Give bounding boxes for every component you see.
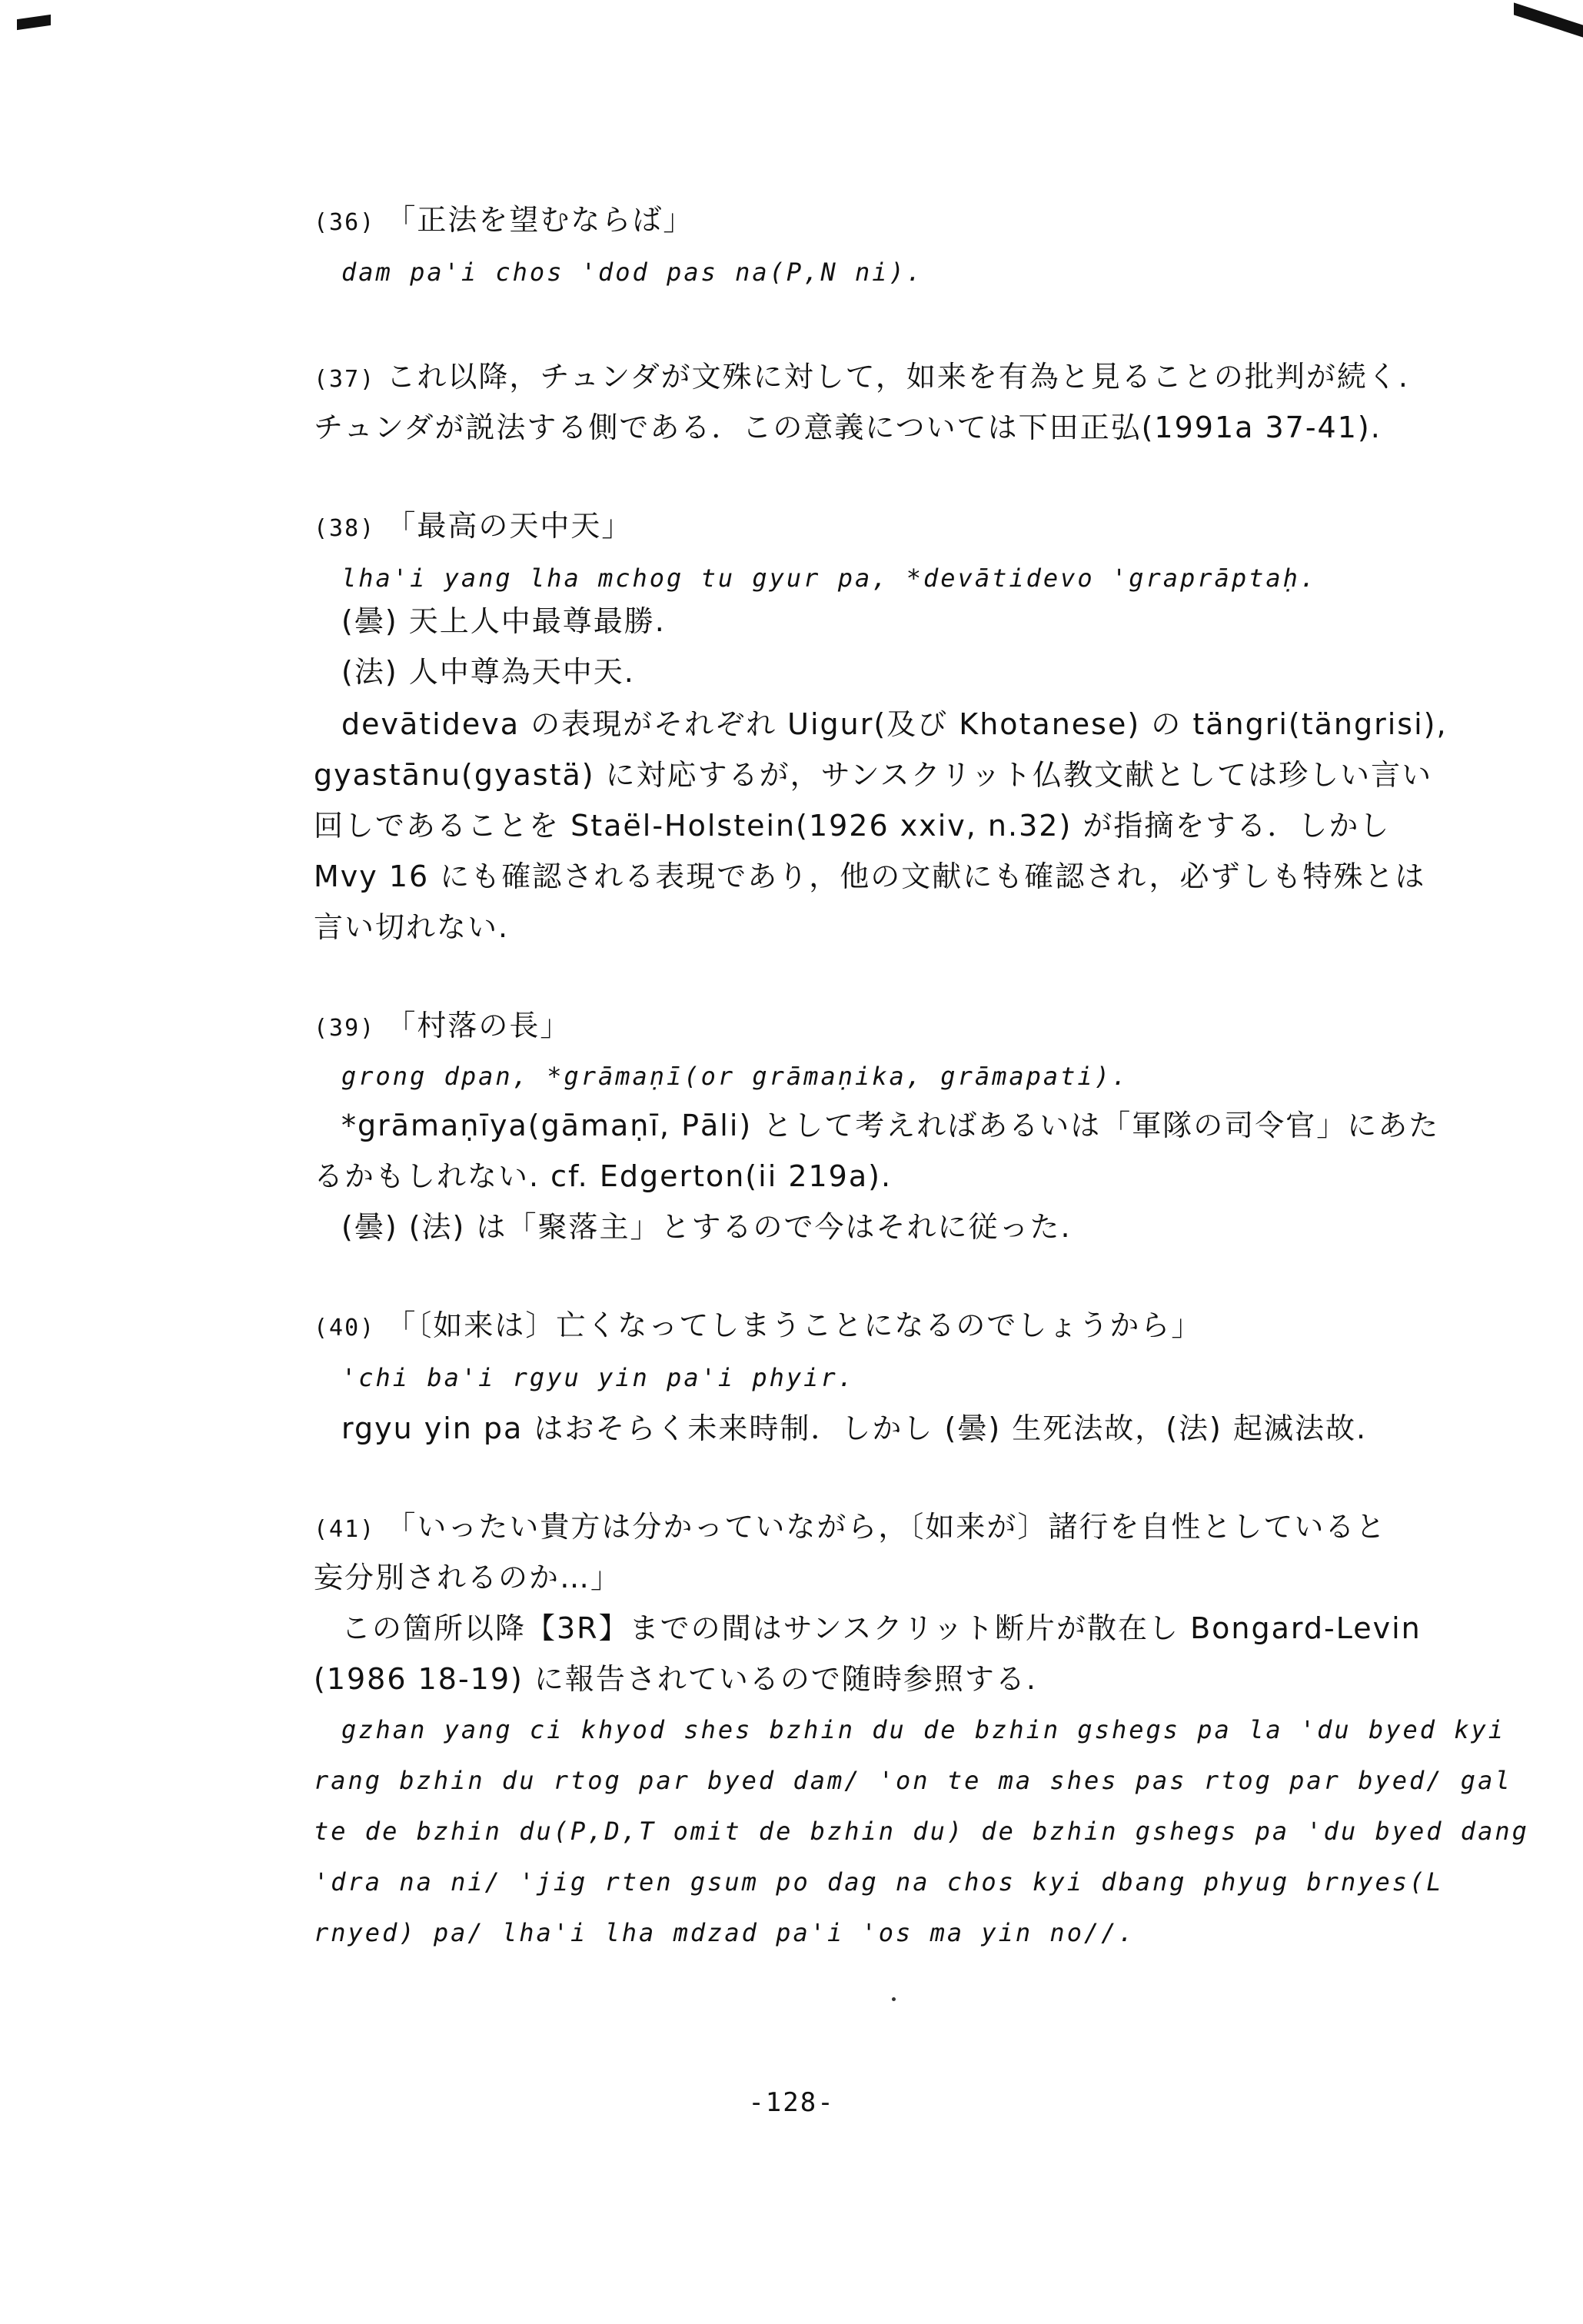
note-39-para-2: るかもしれない. cf. Edgerton(ii 219a).	[314, 1159, 893, 1193]
note-39-para-1: *grāmaṇīya(gāmaṇī, Pāli) として考えればあるいは「軍隊の司令官」にあた	[341, 1109, 1440, 1142]
tibetan-text: 'chi ba'i rgyu yin pa'i phyir.	[341, 1363, 855, 1392]
tibetan-text: dam pa'i chos 'dod pas na(P,N ni).	[341, 258, 924, 287]
note-37-line-1	[314, 358, 1409, 398]
note-41-heading-line-2: 妄分別されるのか…」	[314, 1561, 622, 1594]
note-41-para-2: (1986 18-19) に報告されているので随時参照する.	[314, 1662, 1038, 1696]
note-38-para-1: devātideva の表現がそれぞれ Uigur(及び Khotanese) の tängri(tängrisi),	[341, 707, 1448, 741]
note-40-heading	[314, 1307, 1202, 1347]
note-number: (38)	[314, 515, 376, 542]
note-39-para-3: (曇) (法) は「聚落主」とするので今はそれに従った.	[341, 1210, 1072, 1244]
note-number: (37)	[314, 366, 376, 393]
note-title: 「最高の天中天」	[386, 509, 633, 543]
note-38-para-2: gyastānu(gyastä) に対応するが，サンスクリット仏教文献としては珍しい言い	[314, 758, 1433, 792]
note-title: 「〔如来は〕亡くなってしまうことになるのでしょうから」	[386, 1308, 1202, 1342]
note-title: 「村落の長」	[386, 1009, 571, 1042]
tibetan-text: lha'i yang lha mchog tu gyur pa, *devātidevo 'graprāptaḥ.	[341, 564, 1318, 593]
chinese-parallel-faxian: (法) 人中尊為天中天.	[341, 655, 635, 689]
note-title: 「正法を望むならば」	[386, 203, 694, 237]
tibetan-text-line-3: te de bzhin du(P,D,T omit de bzhin du) de bzhin gshegs pa 'du byed dang	[314, 1817, 1529, 1846]
note-36-heading	[314, 201, 693, 241]
tibetan-text-line-2: rang bzhin du rtog par byed dam/ 'on te ma shes pas rtog par byed/ gal	[314, 1766, 1512, 1795]
note-number: (40)	[314, 1315, 376, 1342]
note-title: 「いったい貴方は分かっていながら，〔如来が〕諸行を自性としていると	[386, 1510, 1387, 1544]
note-40-para-1: rgyu yin pa はおそらく未来時制．しかし (曇) 生死法故，(法) 起滅法故.	[341, 1411, 1368, 1445]
page-number: -128-	[748, 2087, 835, 2118]
note-number: (36)	[314, 209, 376, 236]
note-text: これ以降，チュンダが文殊に対して，如来を有為と見ることの批判が続く.	[386, 360, 1410, 394]
note-39-heading	[314, 1007, 570, 1047]
scan-speck	[892, 1997, 896, 2001]
note-41-para-1: この箇所以降【3R】までの間はサンスクリット断片が散在し Bongard-Levin	[341, 1611, 1422, 1645]
note-38-para-5: 言い切れない.	[314, 910, 510, 944]
note-38-para-3: 回しであることを Staël-Holstein(1926 xxiv, n.32) が指摘をする．しかし	[314, 809, 1391, 843]
note-38-para-4: Mvy 16 にも確認される表現であり，他の文献にも確認され，必ずしも特殊とは	[314, 859, 1426, 893]
chinese-parallel-dharmaraksa: (曇) 天上人中最尊最勝.	[341, 604, 666, 638]
note-number: (39)	[314, 1015, 376, 1042]
tibetan-text-line-5: rnyed) pa/ lha'i lha mdzad pa'i 'os ma yin no//.	[314, 1918, 1136, 1947]
note-37-line-2: チュンダが説法する側である．この意義については下田正弘(1991a 37-41).	[314, 411, 1382, 444]
tibetan-text-line-1: gzhan yang ci khyod shes bzhin du de bzhin gshegs pa la 'du byed kyi	[341, 1715, 1506, 1744]
note-number: (41)	[314, 1516, 376, 1543]
note-41-heading-line-1	[314, 1508, 1386, 1548]
tibetan-text-line-4: 'dra na ni/ 'jig rten gsum po dag na chos kyi dbang phyug brnyes(L	[314, 1867, 1444, 1897]
scan-corner-mark-left	[17, 15, 51, 30]
scan-corner-mark-right	[1514, 2, 1583, 37]
note-38-heading	[314, 507, 632, 547]
tibetan-text: grong dpan, *grāmaṇī(or grāmaṇika, grāmapati).	[341, 1062, 1129, 1091]
